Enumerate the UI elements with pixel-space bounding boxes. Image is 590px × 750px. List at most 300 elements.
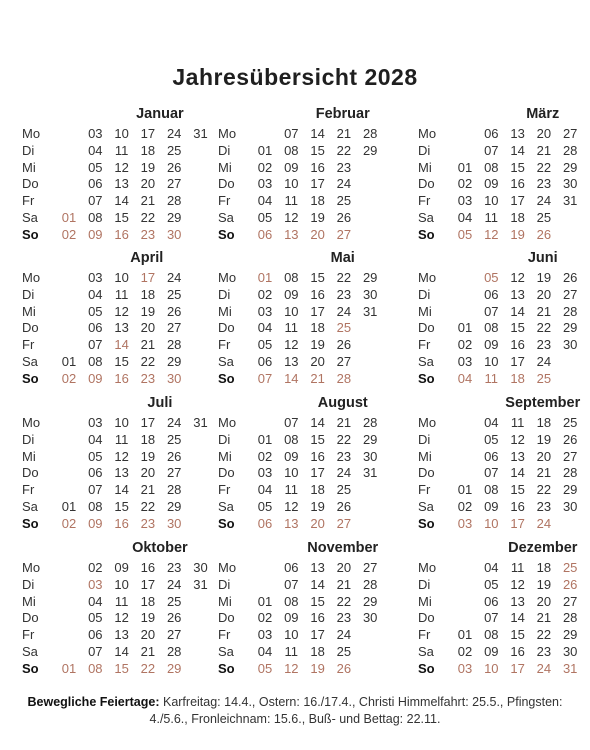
weekday-label: So	[22, 515, 39, 531]
day-cell: 18	[536, 560, 552, 575]
day-cell: 23	[336, 448, 352, 464]
day-cell: 28	[336, 370, 352, 386]
day-cell: 02	[457, 498, 473, 514]
day-cell: 20	[310, 226, 325, 242]
day-cell: 14	[114, 643, 129, 659]
day-cell: 03	[88, 415, 103, 430]
day-cell: 18	[310, 482, 325, 497]
day-cell: 27	[362, 560, 378, 575]
day-cell: 06	[88, 627, 103, 642]
day-cell: 23	[536, 337, 552, 352]
day-cell: 26	[166, 610, 182, 626]
day-cell: 05	[88, 610, 103, 626]
day-cell: 21	[336, 415, 352, 430]
day-cell: 14	[310, 126, 325, 141]
day-cell: 29	[362, 431, 378, 447]
day-cell: 31	[362, 303, 378, 319]
day-cell: 18	[310, 643, 325, 659]
day-cell: 03	[88, 126, 103, 141]
weekday-label: Mo	[22, 415, 41, 430]
weekday-label: Sa	[218, 353, 234, 369]
weekday-label: Fr	[218, 627, 231, 642]
day-cell: 15	[114, 498, 129, 514]
day-cell: 29	[562, 627, 578, 642]
weekday-label: So	[22, 370, 39, 386]
day-cell: 31	[562, 193, 578, 208]
day-cell: 05	[257, 660, 273, 676]
day-cell: 09	[284, 159, 299, 175]
day-cell: 03	[257, 303, 273, 319]
day-cell: 22	[140, 660, 156, 676]
day-cell: 13	[114, 176, 129, 192]
day-cell: 12	[510, 576, 525, 592]
weekday-label: Mi	[218, 448, 232, 464]
day-cell: 21	[140, 643, 156, 659]
day-cell: 07	[284, 576, 299, 592]
day-cell: 08	[284, 593, 299, 609]
day-cell: 02	[61, 515, 77, 531]
day-cell: 06	[88, 465, 103, 481]
day-cell: 07	[88, 482, 103, 497]
day-cell: 01	[457, 482, 473, 497]
day-cell: 27	[562, 286, 578, 302]
day-cell: 20	[536, 286, 552, 302]
day-cell: 20	[140, 320, 156, 336]
day-cell: 08	[484, 320, 499, 336]
day-cell: 08	[484, 159, 499, 175]
day-cell: 27	[336, 515, 352, 531]
day-cell: 21	[536, 303, 552, 319]
weekday-label: So	[418, 370, 435, 386]
day-cell: 28	[362, 126, 378, 141]
day-cell: 23	[140, 226, 156, 242]
day-cell: 16	[114, 226, 129, 242]
weekday-label: Mi	[218, 593, 232, 609]
day-cell: 09	[88, 370, 103, 386]
day-cell: 29	[362, 142, 378, 158]
day-cell: 26	[562, 270, 578, 285]
day-cell: 12	[114, 303, 129, 319]
day-cell: 08	[88, 660, 103, 676]
day-cell: 04	[88, 431, 103, 447]
day-cell: 27	[166, 627, 182, 642]
day-cell: 20	[536, 448, 552, 464]
day-cell: 09	[484, 643, 499, 659]
day-cell: 24	[536, 353, 552, 369]
weekday-label: Do	[22, 320, 39, 336]
day-cell: 02	[257, 448, 273, 464]
day-cell: 20	[336, 560, 352, 575]
day-cell: 07	[88, 337, 103, 352]
day-cell: 04	[257, 320, 273, 336]
month-name: Dezember	[508, 540, 578, 556]
day-cell: 27	[166, 320, 182, 336]
day-cell: 03	[257, 465, 273, 481]
day-cell: 17	[310, 176, 325, 192]
day-cell: 28	[166, 482, 182, 497]
day-cell: 20	[140, 627, 156, 642]
day-cell: 13	[114, 627, 129, 642]
day-cell: 22	[140, 498, 156, 514]
weekday-label: Do	[218, 465, 235, 481]
weekday-label: Di	[218, 142, 231, 158]
day-cell: 03	[457, 515, 473, 531]
day-cell: 23	[140, 370, 156, 386]
weekday-label: So	[218, 660, 235, 676]
day-cell: 27	[336, 226, 352, 242]
weekday-label: Fr	[22, 193, 35, 208]
day-cell: 15	[510, 159, 525, 175]
day-cell: 21	[536, 465, 552, 481]
day-cell: 28	[562, 142, 578, 158]
day-cell: 26	[336, 209, 352, 225]
day-cell: 12	[284, 337, 299, 352]
month-name: Mai	[330, 250, 355, 266]
day-cell: 29	[166, 209, 182, 225]
day-cell: 14	[510, 610, 525, 626]
weekday-label: Di	[418, 431, 431, 447]
month-name: April	[130, 250, 164, 266]
day-cell: 02	[61, 226, 77, 242]
day-cell: 12	[510, 431, 525, 447]
month-7	[218, 395, 418, 535]
day-cell: 05	[257, 498, 273, 514]
weekday-label: So	[218, 226, 235, 242]
day-cell: 11	[284, 643, 299, 659]
day-cell: 25	[562, 415, 578, 430]
weekday-label: Sa	[418, 353, 434, 369]
weekday-label: So	[418, 515, 435, 531]
day-cell: 01	[257, 593, 273, 609]
day-cell: 12	[114, 610, 129, 626]
day-cell: 22	[536, 627, 552, 642]
day-cell: 20	[536, 126, 552, 141]
day-cell: 29	[562, 482, 578, 497]
day-cell: 04	[484, 560, 499, 575]
day-cell: 26	[166, 448, 182, 464]
day-cell: 22	[140, 209, 156, 225]
day-cell: 07	[88, 643, 103, 659]
day-cell: 28	[562, 303, 578, 319]
day-cell: 21	[140, 193, 156, 208]
weekday-label: Mo	[22, 270, 41, 285]
weekday-label: Mi	[22, 593, 36, 609]
day-cell: 03	[457, 353, 473, 369]
day-cell: 08	[88, 498, 103, 514]
day-cell: 12	[114, 159, 129, 175]
day-cell: 10	[484, 193, 499, 208]
weekday-label: Fr	[218, 193, 231, 208]
month-name: Juli	[147, 395, 173, 411]
day-cell: 28	[166, 643, 182, 659]
day-cell: 07	[484, 142, 499, 158]
day-cell: 09	[284, 610, 299, 626]
weekday-label: Mo	[218, 126, 237, 141]
day-cell: 26	[166, 303, 182, 319]
weekday-label: Mi	[418, 159, 432, 175]
day-cell: 23	[536, 643, 552, 659]
day-cell: 01	[257, 431, 273, 447]
day-cell: 23	[536, 176, 552, 192]
day-cell: 07	[484, 465, 499, 481]
day-cell: 17	[140, 415, 156, 430]
day-cell: 14	[114, 482, 129, 497]
day-cell: 30	[362, 448, 378, 464]
day-cell: 05	[257, 337, 273, 352]
day-cell: 16	[510, 176, 525, 192]
day-cell: 29	[166, 353, 182, 369]
day-cell: 05	[88, 303, 103, 319]
day-cell: 22	[536, 482, 552, 497]
day-cell: 01	[457, 159, 473, 175]
day-cell: 17	[140, 576, 156, 592]
day-cell: 17	[510, 193, 525, 208]
day-cell: 26	[562, 576, 578, 592]
month-2	[418, 106, 590, 246]
day-cell: 25	[336, 482, 352, 497]
month-name: November	[307, 540, 379, 556]
day-cell: 19	[536, 270, 552, 285]
day-cell: 24	[166, 126, 182, 141]
weekday-label: Do	[22, 610, 39, 626]
day-cell: 19	[310, 209, 325, 225]
day-cell: 22	[336, 593, 352, 609]
day-cell: 01	[457, 320, 473, 336]
day-cell: 24	[336, 303, 352, 319]
weekday-label: Mi	[218, 303, 232, 319]
weekday-label: Di	[418, 286, 431, 302]
day-cell: 15	[510, 627, 525, 642]
month-3	[22, 250, 222, 390]
day-cell: 30	[166, 515, 182, 531]
day-cell: 30	[562, 498, 578, 514]
day-cell: 24	[166, 576, 182, 592]
day-cell: 01	[61, 209, 77, 225]
day-cell: 01	[61, 353, 77, 369]
day-cell: 21	[536, 142, 552, 158]
day-cell: 21	[140, 482, 156, 497]
weekday-label: Mi	[218, 159, 232, 175]
day-cell: 19	[310, 498, 325, 514]
weekday-label: Sa	[418, 209, 434, 225]
day-cell: 09	[284, 286, 299, 302]
day-cell: 27	[562, 126, 578, 141]
month-0	[22, 106, 222, 246]
weekday-label: Mo	[218, 560, 237, 575]
day-cell: 26	[536, 226, 552, 242]
day-cell: 04	[88, 142, 103, 158]
day-cell: 07	[257, 370, 273, 386]
day-cell: 05	[484, 431, 499, 447]
day-cell: 04	[257, 643, 273, 659]
day-cell: 21	[536, 610, 552, 626]
day-cell: 13	[510, 448, 525, 464]
day-cell: 30	[193, 560, 208, 575]
day-cell: 04	[457, 209, 473, 225]
day-cell: 29	[362, 270, 378, 285]
day-cell: 01	[257, 142, 273, 158]
day-cell: 02	[457, 337, 473, 352]
day-cell: 11	[284, 482, 299, 497]
day-cell: 22	[140, 353, 156, 369]
day-cell: 07	[284, 126, 299, 141]
day-cell: 02	[457, 176, 473, 192]
weekday-label: So	[418, 660, 435, 676]
day-cell: 30	[562, 337, 578, 352]
day-cell: 05	[88, 448, 103, 464]
day-cell: 30	[166, 370, 182, 386]
weekday-label: Mi	[418, 303, 432, 319]
weekday-label: So	[418, 226, 435, 242]
month-name: Januar	[136, 106, 184, 122]
day-cell: 07	[284, 415, 299, 430]
day-cell: 08	[484, 627, 499, 642]
weekday-label: Mi	[22, 159, 36, 175]
day-cell: 04	[257, 482, 273, 497]
day-cell: 24	[536, 660, 552, 676]
day-cell: 13	[284, 353, 299, 369]
day-cell: 06	[257, 226, 273, 242]
day-cell: 26	[166, 159, 182, 175]
day-cell: 02	[257, 610, 273, 626]
day-cell: 28	[362, 576, 378, 592]
day-cell: 30	[166, 226, 182, 242]
day-cell: 04	[484, 415, 499, 430]
day-cell: 22	[536, 159, 552, 175]
day-cell: 29	[166, 660, 182, 676]
day-cell: 19	[510, 226, 525, 242]
day-cell: 06	[257, 353, 273, 369]
day-cell: 25	[336, 193, 352, 208]
day-cell: 25	[166, 142, 182, 158]
month-5	[418, 250, 590, 390]
weekday-label: Di	[218, 431, 231, 447]
weekday-label: Mo	[418, 126, 437, 141]
weekday-label: Fr	[418, 482, 431, 497]
weekday-label: Do	[418, 176, 435, 192]
day-cell: 19	[140, 303, 156, 319]
day-cell: 17	[310, 303, 325, 319]
day-cell: 28	[166, 193, 182, 208]
weekday-label: Sa	[22, 498, 38, 514]
day-cell: 07	[484, 610, 499, 626]
day-cell: 10	[284, 176, 299, 192]
weekday-label: Fr	[218, 482, 231, 497]
day-cell: 14	[310, 576, 325, 592]
day-cell: 08	[88, 353, 103, 369]
weekday-label: Sa	[418, 498, 434, 514]
day-cell: 16	[114, 515, 129, 531]
day-cell: 19	[536, 576, 552, 592]
day-cell: 14	[114, 193, 129, 208]
weekday-label: Mi	[22, 448, 36, 464]
day-cell: 11	[114, 593, 129, 609]
day-cell: 11	[284, 193, 299, 208]
weekday-label: Sa	[218, 643, 234, 659]
weekday-label: Do	[22, 465, 39, 481]
month-name: August	[317, 395, 368, 411]
weekday-label: So	[218, 370, 235, 386]
day-cell: 27	[562, 448, 578, 464]
day-cell: 25	[166, 593, 182, 609]
day-cell: 17	[310, 627, 325, 642]
day-cell: 15	[114, 660, 129, 676]
day-cell: 01	[457, 627, 473, 642]
day-cell: 31	[193, 126, 208, 141]
day-cell: 04	[457, 370, 473, 386]
day-cell: 06	[484, 286, 499, 302]
day-cell: 16	[310, 448, 325, 464]
day-cell: 14	[284, 370, 299, 386]
day-cell: 16	[310, 610, 325, 626]
day-cell: 15	[510, 320, 525, 336]
day-cell: 20	[310, 515, 325, 531]
day-cell: 21	[310, 370, 325, 386]
day-cell: 18	[510, 370, 525, 386]
weekday-label: Mo	[22, 560, 41, 575]
day-cell: 28	[362, 415, 378, 430]
day-cell: 10	[114, 126, 129, 141]
day-cell: 22	[336, 431, 352, 447]
day-cell: 27	[166, 465, 182, 481]
day-cell: 02	[457, 643, 473, 659]
day-cell: 16	[510, 643, 525, 659]
day-cell: 10	[114, 576, 129, 592]
day-cell: 06	[484, 448, 499, 464]
weekday-label: Do	[218, 610, 235, 626]
day-cell: 28	[166, 337, 182, 352]
day-cell: 12	[510, 270, 525, 285]
day-cell: 15	[114, 209, 129, 225]
day-cell: 12	[284, 660, 299, 676]
weekday-label: Di	[418, 142, 431, 158]
day-cell: 31	[562, 660, 578, 676]
day-cell: 31	[362, 465, 378, 481]
day-cell: 19	[310, 660, 325, 676]
day-cell: 17	[310, 465, 325, 481]
day-cell: 12	[284, 209, 299, 225]
day-cell: 18	[140, 286, 156, 302]
day-cell: 21	[336, 126, 352, 141]
day-cell: 14	[510, 142, 525, 158]
weekday-label: Fr	[418, 627, 431, 642]
weekday-label: Fr	[22, 482, 35, 497]
day-cell: 01	[61, 498, 77, 514]
weekday-label: Fr	[22, 627, 35, 642]
day-cell: 08	[484, 482, 499, 497]
weekday-label: Di	[22, 286, 35, 302]
weekday-label: Di	[22, 431, 35, 447]
day-cell: 24	[336, 627, 352, 642]
day-cell: 10	[284, 303, 299, 319]
day-cell: 08	[284, 142, 299, 158]
month-name: Februar	[315, 106, 370, 122]
weekday-label: Di	[218, 576, 231, 592]
weekday-label: Di	[418, 576, 431, 592]
day-cell: 23	[536, 498, 552, 514]
day-cell: 06	[484, 593, 499, 609]
day-cell: 01	[61, 660, 77, 676]
day-cell: 14	[114, 337, 129, 352]
day-cell: 09	[284, 448, 299, 464]
month-name: Juni	[527, 250, 558, 266]
weekday-label: Sa	[22, 353, 38, 369]
day-cell: 11	[114, 431, 129, 447]
day-cell: 21	[336, 576, 352, 592]
month-1	[218, 106, 418, 246]
day-cell: 10	[114, 415, 129, 430]
weekday-label: Mo	[22, 126, 41, 141]
